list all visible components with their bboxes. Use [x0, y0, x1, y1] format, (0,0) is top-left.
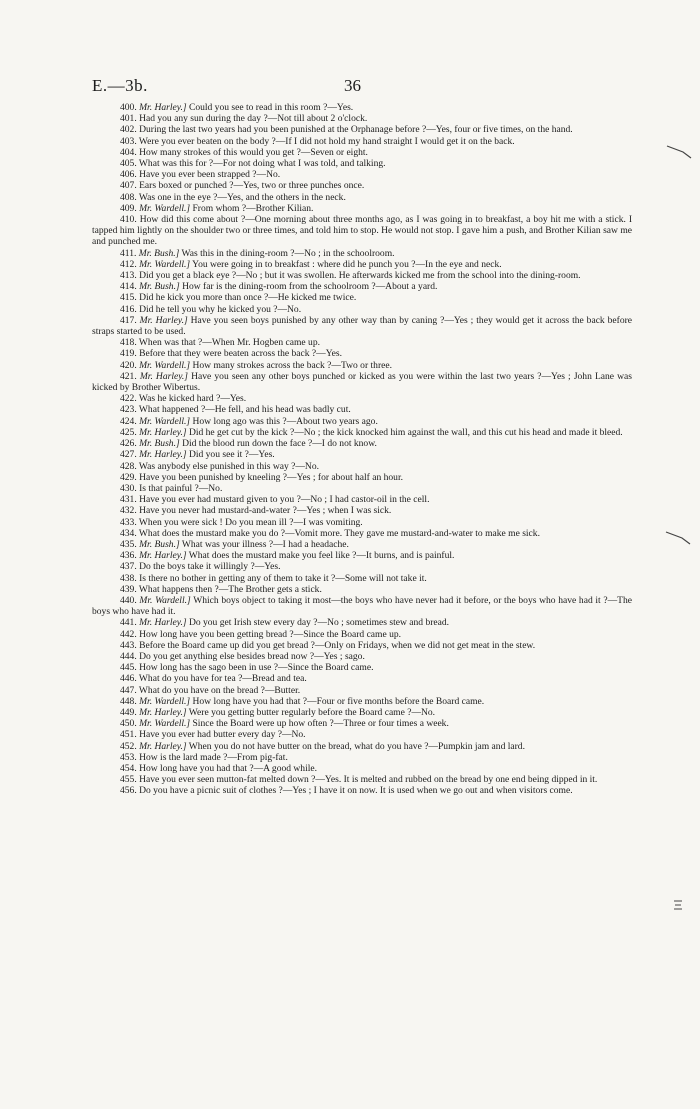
- testimony-paragraph: [92, 774, 632, 785]
- margin-pen-mark: [665, 142, 693, 162]
- testimony-paragraph: [92, 617, 632, 628]
- question-number: 439.: [120, 583, 139, 595]
- testimony-paragraph: [92, 248, 632, 259]
- question-number: 438.: [120, 572, 140, 584]
- question-answer-text: When you were sick ! Do you mean ill ?—I was vomiting.: [138, 516, 363, 528]
- question-number: 425.: [120, 426, 140, 438]
- question-number: 452.: [120, 740, 140, 752]
- testimony-paragraph: [92, 595, 632, 617]
- testimony-paragraph: [92, 494, 632, 505]
- question-answer-text: Was this in the dining-room ?—No ; in the schoolroom.: [179, 247, 395, 259]
- question-number: 449.: [120, 706, 140, 718]
- question-answer-text: When you do not have butter on the bread, what do you have ?—Pumpkin jam and lard.: [186, 740, 525, 752]
- question-answer-text: Did he tell you why he kicked you ?—No.: [139, 303, 302, 315]
- question-answer-text: During the last two years had you been punished at the Orphanage before ?—Yes, four or five times, on the hand.: [139, 124, 573, 136]
- testimony-paragraph: [92, 662, 632, 673]
- question-answer-text: Were you getting butter regularly before the Board came ?—No.: [186, 706, 436, 718]
- speaker-name: Mr. Bush.]: [139, 281, 180, 293]
- question-answer-text: Do the boys take it willingly ?—Yes.: [139, 561, 281, 573]
- speaker-name: Mr. Wardell.]: [139, 594, 191, 606]
- question-number: 455.: [120, 774, 140, 786]
- testimony-paragraph: [92, 192, 632, 203]
- question-number: 403.: [120, 135, 139, 147]
- testimony-paragraph: [92, 741, 632, 752]
- testimony-paragraph: [92, 304, 632, 315]
- question-answer-text: Have you seen boys punished by any other way than by caning ?—Yes ; they would get it across the back before straps started to be used.: [92, 314, 633, 338]
- speaker-name: Mr. Bush.]: [139, 538, 180, 550]
- testimony-paragraph: [92, 270, 632, 281]
- question-number: 448.: [120, 695, 140, 707]
- question-number: 450.: [120, 718, 140, 730]
- question-number: 415.: [120, 292, 140, 304]
- page-number: 36: [344, 76, 361, 95]
- question-number: 426.: [120, 438, 140, 450]
- question-answer-text: Before the Board came up did you get bread ?—Only on Fridays, when we did not get meat in the stew.: [139, 639, 536, 651]
- testimony-paragraph: [92, 371, 632, 393]
- speaker-name: Mr. Wardell.]: [139, 359, 191, 371]
- question-number: 407.: [120, 180, 140, 192]
- question-answer-text: What does the mustard make you do ?—Vomit more. They gave me mustard-and-water to make me sick.: [138, 527, 540, 539]
- question-answer-text: How long have you had that ?—Four or five months before the Board came.: [190, 695, 485, 707]
- question-answer-text: Have you never had mustard-and-water ?—Yes ; when I was sick.: [139, 505, 392, 517]
- question-number: 418.: [120, 337, 139, 349]
- question-answer-text: Had you any sun during the day ?—Not till about 2 o'clock.: [139, 113, 368, 125]
- question-answer-text: Were you ever beaten on the body ?—If I did not hold my hand straight I would get it on the back.: [138, 135, 515, 147]
- speaker-name: Mr. Harley.]: [139, 426, 187, 438]
- testimony-paragraph: [92, 360, 632, 371]
- question-answer-text: Before that they were beaten across the back ?—Yes.: [139, 348, 342, 360]
- question-number: 433.: [120, 516, 139, 528]
- question-answer-text: How far is the dining-room from the schoolroom ?—About a yard.: [179, 281, 438, 293]
- testimony-paragraph: [92, 528, 632, 539]
- speaker-name: Mr. Wardell.]: [139, 695, 191, 707]
- question-answer-text: What was this for ?—For not doing what I was told, and talking.: [138, 158, 386, 170]
- testimony-paragraph: [92, 438, 632, 449]
- speaker-name: Mr. Harley.]: [139, 314, 188, 326]
- testimony-paragraph: [92, 483, 632, 494]
- testimony-paragraph: [92, 427, 632, 438]
- question-number: 454.: [120, 762, 140, 774]
- testimony-paragraph: [92, 461, 632, 472]
- testimony-paragraph: [92, 651, 632, 662]
- testimony-paragraph: [92, 707, 632, 718]
- testimony-paragraph: [92, 640, 632, 651]
- question-number: 431.: [120, 494, 140, 506]
- testimony-paragraph: [92, 561, 632, 572]
- testimony-paragraph: [92, 136, 632, 147]
- question-number: 421.: [120, 370, 140, 382]
- question-answer-text: Is there no bother in getting any of them to take it ?—Some will not take it.: [139, 572, 427, 584]
- question-answer-text: Do you have a picnic suit of clothes ?—Yes ; I have it on now. It is used when we go out and when visitors come.: [139, 785, 573, 797]
- testimony-paragraph: [92, 416, 632, 427]
- question-answer-text: You were going in to breakfast : where did he punch you ?—In the eye and neck.: [190, 258, 502, 270]
- question-number: 417.: [120, 314, 140, 326]
- question-number: 429.: [120, 471, 140, 483]
- question-answer-text: Ears boxed or punched ?—Yes, two or three punches once.: [139, 180, 365, 192]
- testimony-paragraph: [92, 393, 632, 404]
- page-header: [92, 76, 632, 98]
- speaker-name: Mr. Harley.]: [139, 370, 189, 382]
- question-number: 423.: [120, 404, 139, 416]
- testimony-paragraph: [92, 404, 632, 415]
- speaker-name: Mr. Harley.]: [139, 550, 187, 562]
- question-answer-text: Since the Board were up how often ?—Three or four times a week.: [190, 718, 449, 730]
- testimony-paragraph: [92, 763, 632, 774]
- question-number: 419.: [120, 348, 140, 360]
- question-answer-text: Was he kicked hard ?—Yes.: [138, 393, 247, 405]
- question-answer-text: Have you seen any other boys punched or kicked as you were within the last two years ?—Yes ; John Lane was kicked by Brother Wibertus.: [92, 370, 633, 394]
- testimony-paragraph: [92, 752, 632, 763]
- testimony-paragraph: [92, 696, 632, 707]
- question-number: 456.: [120, 785, 140, 797]
- question-answer-text: Do you get anything else besides bread now ?—Yes ; sago.: [139, 650, 365, 662]
- testimony-paragraph: [92, 718, 632, 729]
- speaker-name: Mr. Wardell.]: [139, 258, 191, 270]
- testimony-paragraph: [92, 785, 632, 796]
- question-answer-text: Did you get a black eye ?—No ; but it was swollen. He afterwards kicked me from the school into the dining-room.: [139, 270, 581, 282]
- testimony-body: [92, 102, 632, 797]
- testimony-paragraph: [92, 203, 632, 214]
- question-number: 443.: [120, 639, 140, 651]
- speaker-name: Mr. Wardell.]: [139, 202, 191, 214]
- question-answer-text: How long have you had that ?—A good while.: [139, 762, 318, 774]
- speaker-name: Mr. Harley.]: [139, 102, 187, 113]
- testimony-paragraph: [92, 517, 632, 528]
- question-number: 412.: [120, 258, 140, 270]
- question-answer-text: What does the mustard make you feel like ?—It burns, and is painful.: [186, 550, 455, 562]
- testimony-paragraph: [92, 147, 632, 158]
- question-number: 416.: [120, 303, 140, 315]
- testimony-paragraph: [92, 685, 632, 696]
- margin-pen-mark: [664, 528, 692, 548]
- testimony-paragraph: [92, 281, 632, 292]
- question-number: 435.: [120, 538, 140, 550]
- question-answer-text: Have you ever had butter every day ?—No.: [139, 729, 306, 741]
- testimony-paragraph: [92, 169, 632, 180]
- testimony-paragraph: [92, 348, 632, 359]
- testimony-paragraph: [92, 629, 632, 640]
- speaker-name: Mr. Harley.]: [139, 449, 187, 461]
- question-answer-text: How long have you been getting bread ?—Since the Board came up.: [139, 628, 402, 640]
- question-answer-text: Have you ever seen mutton-fat melted down ?—Yes. It is melted and rubbed on the bread by one end being dipped in it.: [139, 774, 598, 786]
- speaker-name: Mr. Wardell.]: [139, 415, 191, 427]
- testimony-paragraph: [92, 505, 632, 516]
- question-number: 424.: [120, 415, 140, 427]
- question-number: 447.: [120, 684, 139, 696]
- question-answer-text: When was that ?—When Mr. Hogben came up.: [138, 337, 320, 349]
- question-answer-text: What was your illness ?—I had a headache.: [179, 538, 349, 550]
- question-answer-text: Did the blood run down the face ?—I do not know.: [179, 438, 377, 450]
- question-answer-text: How did this come about ?—One morning about three months ago, as I was going in to breakfast, a boy hit me with a stick. I tapped him lightly on the shoulder two or three times, and told him to stop. He would not stop. I gave him a push, and Brother Kilian saw me and punched me.: [92, 214, 633, 248]
- speaker-name: Mr. Harley.]: [139, 706, 187, 718]
- question-answer-text: Was one in the eye ?—Yes, and the others in the neck.: [138, 191, 346, 203]
- testimony-paragraph: [92, 337, 632, 348]
- question-number: 428.: [120, 460, 139, 472]
- question-number: 451.: [120, 729, 140, 741]
- speaker-name: Mr. Bush.]: [138, 247, 180, 259]
- question-number: 432.: [120, 505, 140, 517]
- question-answer-text: Could you see to read in this room ?—Yes.: [186, 102, 354, 113]
- testimony-paragraph: [92, 292, 632, 303]
- question-answer-text: Did he get cut by the kick ?—No ; the kick knocked him against the wall, and this cut his head and made it bleed.: [186, 426, 623, 438]
- speaker-name: Mr. Wardell.]: [139, 718, 191, 730]
- testimony-paragraph: [92, 729, 632, 740]
- question-number: 400.: [120, 102, 140, 113]
- question-number: 444.: [120, 650, 140, 662]
- question-number: 441.: [120, 617, 140, 629]
- testimony-paragraph: [92, 180, 632, 191]
- question-number: 410.: [120, 214, 140, 226]
- testimony-paragraph: [92, 158, 632, 169]
- question-answer-text: What do you have for tea ?—Bread and tea.: [138, 673, 307, 685]
- question-number: 430.: [120, 482, 140, 494]
- testimony-paragraph: [92, 102, 632, 113]
- question-number: 404.: [120, 146, 140, 158]
- testimony-paragraph: [92, 449, 632, 460]
- document-reference: E.—3b.: [92, 76, 148, 95]
- question-number: 401.: [120, 113, 140, 125]
- testimony-paragraph: [92, 315, 632, 337]
- question-number: 422.: [120, 393, 139, 405]
- question-answer-text: Have you ever had mustard given to you ?—No ; I had castor-oil in the cell.: [139, 494, 430, 506]
- question-number: 445.: [120, 662, 140, 674]
- question-number: 406.: [120, 169, 140, 181]
- question-answer-text: What happens then ?—The Brother gets a stick.: [138, 583, 322, 595]
- testimony-paragraph: [92, 539, 632, 550]
- question-answer-text: Have you been punished by kneeling ?—Yes ; for about half an hour.: [139, 471, 403, 483]
- question-number: 405.: [120, 158, 139, 170]
- question-answer-text: How is the lard made ?—From pig-fat.: [139, 751, 288, 763]
- question-answer-text: How many strokes across the back ?—Two or three.: [190, 359, 392, 371]
- question-number: 440.: [120, 594, 140, 606]
- question-number: 453.: [120, 751, 140, 763]
- testimony-paragraph: [92, 214, 632, 248]
- question-answer-text: How long has the sago been in use ?—Since the Board came.: [139, 662, 374, 674]
- margin-pen-mark: [671, 898, 685, 912]
- testimony-paragraph: [92, 259, 632, 270]
- question-number: 437.: [120, 561, 140, 573]
- speaker-name: Mr. Harley.]: [139, 617, 187, 629]
- question-number: 414.: [120, 281, 140, 293]
- question-answer-text: Was anybody else punished in this way ?—No.: [138, 460, 319, 472]
- question-number: 408.: [120, 191, 139, 203]
- question-answer-text: Which boys object to taking it most—the boys who have never had it before, or the boys who have had it ?—The boys who have had it.: [92, 594, 633, 618]
- question-number: 427.: [120, 449, 140, 461]
- question-answer-text: What happened ?—He fell, and his head was badly cut.: [138, 404, 351, 416]
- question-answer-text: Is that painful ?—No.: [139, 482, 223, 494]
- question-answer-text: Do you get Irish stew every day ?—No ; sometimes stew and bread.: [186, 617, 450, 629]
- question-number: 436.: [120, 550, 140, 562]
- testimony-paragraph: [92, 584, 632, 595]
- question-number: 402.: [120, 124, 140, 136]
- testimony-paragraph: [92, 673, 632, 684]
- question-number: 413.: [120, 270, 140, 282]
- question-answer-text: From whom ?—Brother Kilian.: [190, 202, 314, 214]
- question-number: 446.: [120, 673, 139, 685]
- question-answer-text: Did he kick you more than once ?—He kicked me twice.: [139, 292, 357, 304]
- question-number: 411.: [120, 247, 139, 259]
- question-number: 409.: [120, 202, 140, 214]
- question-answer-text: Have you ever been strapped ?—No.: [139, 169, 281, 181]
- question-answer-text: How long ago was this ?—About two years ago.: [190, 415, 378, 427]
- testimony-paragraph: [92, 124, 632, 135]
- question-number: 434.: [120, 527, 139, 539]
- speaker-name: Mr. Bush.]: [139, 438, 180, 450]
- question-answer-text: What do you have on the bread ?—Butter.: [138, 684, 301, 696]
- question-answer-text: How many strokes of this would you get ?—Seven or eight.: [139, 146, 368, 158]
- question-answer-text: Did you see it ?—Yes.: [186, 449, 275, 461]
- testimony-paragraph: [92, 550, 632, 561]
- testimony-paragraph: [92, 113, 632, 124]
- question-number: 442.: [120, 628, 140, 640]
- question-number: 420.: [120, 359, 140, 371]
- testimony-paragraph: [92, 472, 632, 483]
- speaker-name: Mr. Harley.]: [139, 740, 187, 752]
- testimony-paragraph: [92, 573, 632, 584]
